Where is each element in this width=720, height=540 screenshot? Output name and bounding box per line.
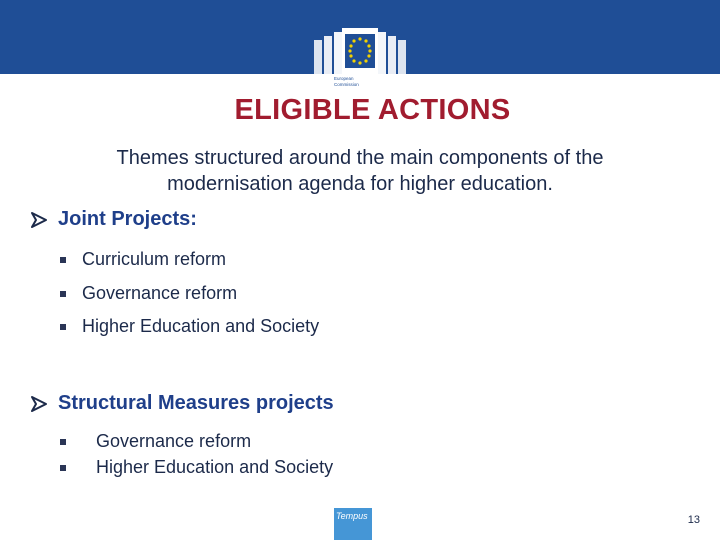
- page-title: ELIGIBLE ACTIONS: [234, 94, 511, 126]
- square-bullet-icon: [60, 257, 66, 263]
- square-bullet-icon: [60, 465, 66, 471]
- tempus-badge: [334, 508, 372, 540]
- logo-text: European Commission: [334, 76, 359, 87]
- list-item: Governance reform: [60, 431, 251, 452]
- list-item: Curriculum reform: [60, 249, 226, 270]
- arrow-bullet-icon: [30, 395, 48, 413]
- page-number: 13: [687, 514, 700, 526]
- list-item: Governance reform: [60, 283, 237, 304]
- square-bullet-icon: [60, 324, 66, 330]
- subtitle: Themes structured around the main components of the modernisation agenda for higher education.: [116, 147, 604, 195]
- european-commission-logo-icon: [312, 22, 408, 100]
- section-joint-projects-heading: Joint Projects:: [30, 208, 197, 231]
- list-item: Higher Education and Society: [60, 316, 319, 337]
- section-structural-measures-heading: Structural Measures projects: [30, 392, 334, 415]
- arrow-bullet-icon: [30, 211, 48, 229]
- tempus-label: Tempus: [336, 511, 368, 521]
- list-item: Higher Education and Society: [60, 457, 333, 478]
- square-bullet-icon: [60, 291, 66, 297]
- square-bullet-icon: [60, 439, 66, 445]
